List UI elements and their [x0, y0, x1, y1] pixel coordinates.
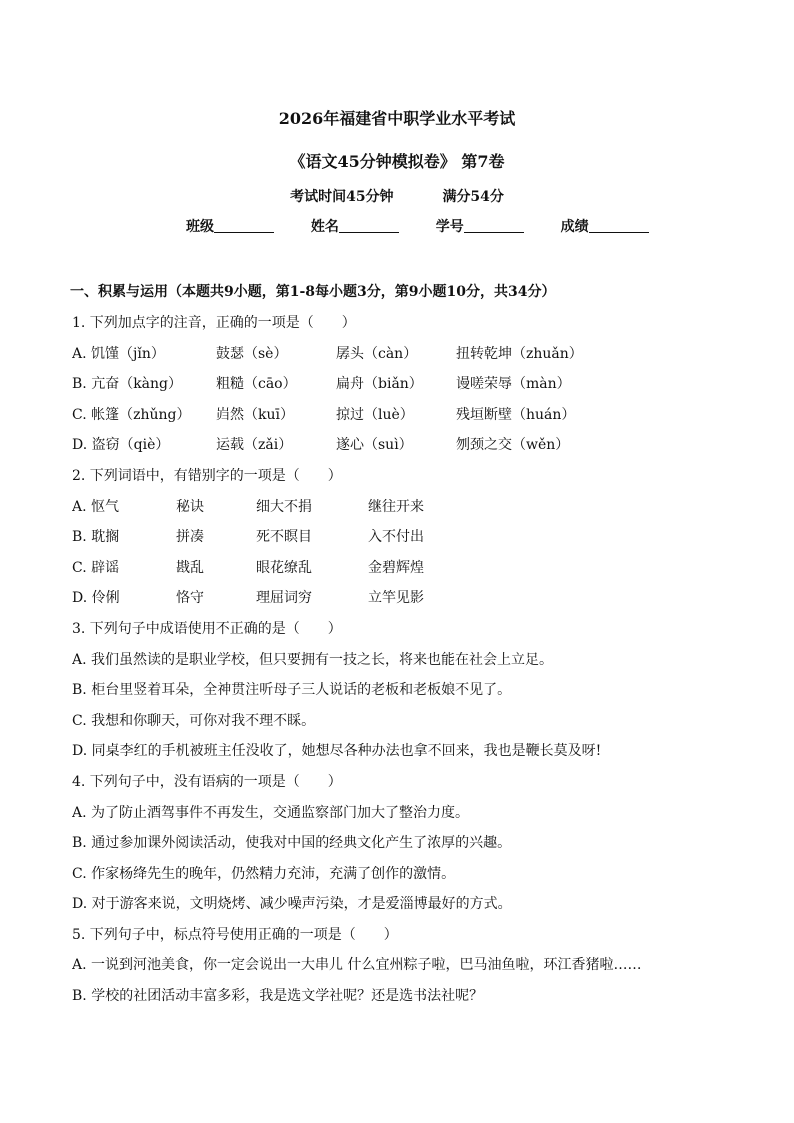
option-row: [72, 492, 752, 523]
option-row: [72, 553, 752, 584]
option-cell: 入不付出: [368, 529, 424, 546]
exam-score: 满分54分: [442, 189, 504, 205]
option-cell: B. 耽搁: [72, 529, 120, 546]
class-label: 班级: [186, 219, 214, 235]
option-cell: 运载（zǎi）: [216, 437, 293, 454]
option-cell: 拼凑: [176, 529, 204, 546]
question-option: A. 我们虽然读的是职业学校，但只要拥有一技之长，将来也能在社会上立足。: [72, 651, 554, 668]
option-cell: 鼓瑟（sè）: [216, 345, 288, 362]
option-cell: 遂心（suì）: [336, 437, 413, 454]
option-cell: 刎颈之交（wěn）: [456, 437, 570, 454]
option-cell: 扁舟（biǎn）: [336, 376, 423, 393]
class-field: [186, 216, 274, 236]
option-row: [72, 522, 752, 553]
option-cell: B. 亢奋（kàng）: [72, 376, 182, 393]
option-cell: 金碧辉煌: [368, 559, 424, 576]
name-field: [311, 216, 399, 236]
id-blank[interactable]: [464, 218, 524, 233]
option-cell: 戡乱: [176, 559, 204, 576]
student-fields: [186, 216, 681, 236]
option-cell: 继往开来: [368, 498, 424, 515]
option-cell: 立竿见影: [368, 590, 424, 607]
option-cell: 死不瞑目: [256, 529, 312, 546]
option-row: [72, 400, 752, 431]
exam-time: 考试时间45分钟: [290, 189, 394, 205]
option-cell: A. 怄气: [72, 498, 120, 515]
option-row: [72, 430, 752, 461]
id-field: [436, 216, 524, 236]
option-cell: 扭转乾坤（zhuǎn）: [456, 345, 583, 362]
option-cell: A. 饥馑（jǐn）: [72, 345, 165, 362]
option-cell: 孱头（càn）: [336, 345, 418, 362]
name-label: 姓名: [310, 219, 339, 235]
option-cell: D. 盗窃（qiè）: [72, 437, 170, 454]
question-stem: 1. 下列加点字的注音，正确的一项是（ ）: [72, 315, 356, 331]
section-heading: 一、积累与运用（本题共9小题，第1-8每小题3分，第9小题10分，共34分）: [70, 284, 556, 300]
option-cell: C. 辟谣: [72, 559, 120, 576]
exam-info: [0, 186, 794, 206]
option-cell: 秘诀: [176, 498, 204, 515]
question-option: D. 同桌李红的手机被班主任没收了，她想尽各种办法也拿不回来，我也是鞭长莫及呀!: [72, 743, 602, 760]
option-cell: D. 伶俐: [72, 590, 120, 607]
question-stem: 3. 下列句子中成语使用不正确的是（ ）: [72, 620, 342, 637]
exam-subtitle: 《语文45分钟模拟卷》 第7卷: [289, 152, 505, 171]
name-blank[interactable]: [339, 218, 399, 233]
question-option: B. 通过参加课外阅读活动，使我对中国的经典文化产生了浓厚的兴趣。: [72, 835, 512, 852]
option-cell: 谩嗟荣辱（màn）: [456, 376, 571, 393]
question-option: B. 学校的社团活动丰富多彩，我是选文学社呢？还是选书法社呢？: [72, 988, 484, 1005]
option-cell: 粗糙（cāo）: [216, 376, 297, 393]
option-row: [72, 369, 752, 400]
grade-blank[interactable]: [589, 218, 649, 233]
option-cell: 细大不捐: [256, 498, 312, 515]
option-cell: 岿然（kuī）: [216, 406, 294, 423]
option-cell: 残垣断壁（huán）: [456, 406, 576, 423]
option-cell: 恪守: [176, 590, 204, 607]
question-stem: 2. 下列词语中，有错别字的一项是（ ）: [72, 467, 342, 484]
exam-title: 2026年福建省中职学业水平考试: [278, 109, 516, 128]
grade-label: 成绩: [560, 219, 589, 235]
option-row: [72, 339, 752, 370]
question-option: D. 对于游客来说，文明烧烤、减少噪声污染，才是爱淄博最好的方式。: [72, 896, 512, 913]
option-cell: 掠过（luè）: [336, 406, 414, 423]
question-option: C. 作家杨绛先生的晚年，仍然精力充沛，充满了创作的激情。: [72, 865, 456, 882]
question-stem: 5. 下列句子中，标点符号使用正确的一项是（ ）: [72, 926, 398, 943]
question-option: A. 一说到河池美食，你一定会说出一大串儿 什么宜州粽子啦，巴马油鱼啦，环江香猪啦……: [72, 957, 642, 974]
option-cell: C. 帐篷（zhǔng）: [72, 406, 191, 423]
id-label: 学号: [435, 219, 464, 235]
questions: [72, 308, 752, 1012]
question-option: A. 为了防止酒驾事件不再发生，交通监察部门加大了整治力度。: [72, 804, 470, 821]
option-cell: 理屈词穷: [256, 590, 312, 607]
question-option: B. 柜台里竖着耳朵，全神贯注听母子三人说话的老板和老板娘不见了。: [72, 682, 512, 699]
grade-field: [561, 216, 649, 236]
question-stem: 4. 下列句子中，没有语病的一项是（ ）: [72, 773, 342, 790]
class-blank[interactable]: [214, 218, 274, 233]
question-option: C. 我想和你聊天，可你对我不理不睬。: [72, 712, 316, 729]
option-cell: 眼花缭乱: [256, 559, 312, 576]
option-row: [72, 583, 752, 614]
